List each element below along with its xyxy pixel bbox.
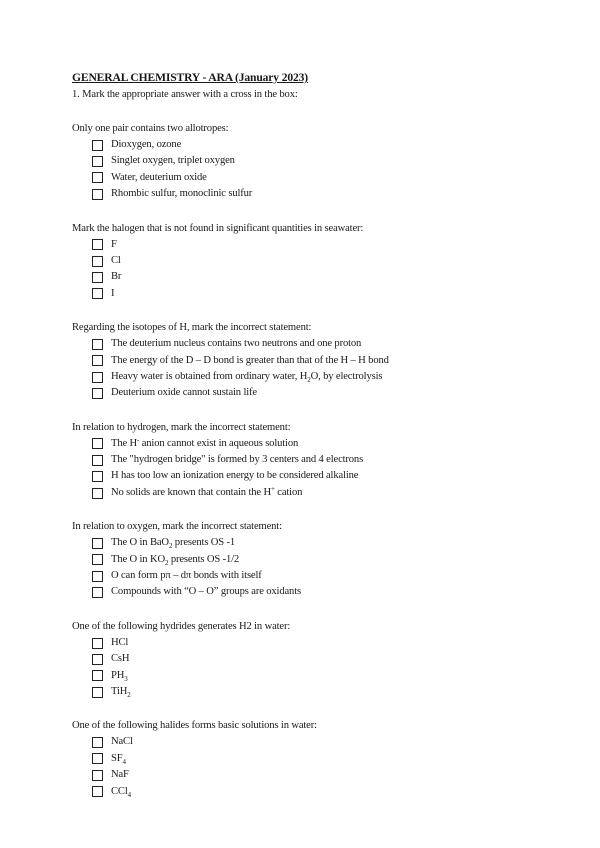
answer-option-label: Compounds with “O – O” groups are oxidants bbox=[111, 586, 301, 598]
option-text-part: anion cannot exist in aqueous solution bbox=[139, 437, 299, 449]
checkbox[interactable] bbox=[92, 587, 103, 598]
checkbox[interactable] bbox=[92, 488, 103, 499]
answer-option-label bbox=[111, 684, 131, 700]
answer-option-label: The deuterium nucleus contains two neutrons and one proton bbox=[111, 338, 362, 350]
subscript: 4 bbox=[127, 790, 131, 799]
checkbox[interactable] bbox=[92, 372, 103, 383]
option-text-part: The O in KO bbox=[111, 553, 165, 565]
subscript: 2 bbox=[127, 690, 131, 699]
checkbox[interactable] bbox=[92, 786, 103, 797]
answer-option[interactable] bbox=[72, 353, 552, 369]
checkbox[interactable] bbox=[92, 670, 103, 681]
answer-option-label bbox=[111, 369, 382, 385]
answer-option[interactable] bbox=[72, 751, 552, 767]
checkbox[interactable] bbox=[92, 339, 103, 350]
checkbox[interactable] bbox=[92, 737, 103, 748]
answer-option[interactable] bbox=[72, 336, 552, 352]
answer-option[interactable] bbox=[72, 269, 552, 285]
checkbox[interactable] bbox=[92, 256, 103, 267]
question-text: Regarding the isotopes of H, mark the incorrect statement: bbox=[72, 322, 312, 334]
answer-option-label: Singlet oxygen, triplet oxygen bbox=[111, 155, 235, 167]
option-text-part: SF bbox=[111, 752, 123, 764]
document-page bbox=[72, 70, 552, 800]
answer-option-label: Water, deuterium oxide bbox=[111, 171, 207, 183]
answer-option-label: I bbox=[111, 287, 115, 299]
option-text-part: O, by electrolysis bbox=[310, 370, 383, 382]
option-text-part: PH bbox=[111, 669, 125, 681]
answer-option-label: The energy of the D – D bond is greater than that of the H – H bond bbox=[111, 354, 389, 366]
question-block bbox=[72, 319, 552, 402]
checkbox[interactable] bbox=[92, 239, 103, 250]
checkbox[interactable] bbox=[92, 538, 103, 549]
answer-option[interactable] bbox=[72, 385, 552, 401]
checkbox[interactable] bbox=[92, 388, 103, 399]
question-text: In relation to hydrogen, mark the incorrect statement: bbox=[72, 421, 291, 433]
answer-option-label: Cl bbox=[111, 254, 121, 266]
instruction-text: 1. Mark the appropriate answer with a cross in the box: bbox=[72, 89, 298, 100]
answer-option-label: The "hydrogen bridge" is formed by 3 centers and 4 electrons bbox=[111, 454, 364, 466]
subscript: 2 bbox=[307, 375, 311, 384]
option-text-part: The O in BaO bbox=[111, 537, 169, 549]
subscript: 3 bbox=[124, 674, 128, 683]
checkbox[interactable] bbox=[92, 455, 103, 466]
answer-option-label: Rhombic sulfur, monoclinic sulfur bbox=[111, 188, 253, 200]
document-title: GENERAL CHEMISTRY - ARA (January 2023) bbox=[72, 71, 308, 84]
option-text-part: Heavy water is obtained from ordinary water, H bbox=[111, 370, 308, 382]
answer-option[interactable] bbox=[72, 186, 552, 202]
option-text-part: CCl bbox=[111, 785, 128, 797]
question-text: In relation to oxygen, mark the incorrect statement: bbox=[72, 521, 282, 533]
answer-option[interactable] bbox=[72, 651, 552, 667]
answer-option[interactable] bbox=[72, 784, 552, 800]
answer-option-label: Deuterium oxide cannot sustain life bbox=[111, 387, 257, 399]
subscript: 2 bbox=[164, 558, 169, 567]
answer-option[interactable] bbox=[72, 635, 552, 651]
answer-option[interactable] bbox=[72, 584, 552, 600]
answer-option[interactable] bbox=[72, 369, 552, 385]
checkbox[interactable] bbox=[92, 471, 103, 482]
checkbox[interactable] bbox=[92, 355, 103, 366]
checkbox[interactable] bbox=[92, 288, 103, 299]
checkbox[interactable] bbox=[92, 687, 103, 698]
answer-option-label: HCl bbox=[111, 636, 129, 648]
checkbox[interactable] bbox=[92, 753, 103, 764]
answer-option-label: NaF bbox=[111, 769, 129, 781]
answer-option-label: F bbox=[111, 238, 117, 250]
answer-option[interactable] bbox=[72, 552, 552, 568]
superscript: - bbox=[137, 435, 140, 444]
question-list bbox=[72, 120, 552, 800]
answer-option-label bbox=[111, 436, 298, 452]
option-text-part: No solids are known that contain the H bbox=[111, 486, 271, 498]
checkbox[interactable] bbox=[92, 172, 103, 183]
answer-option[interactable] bbox=[72, 452, 552, 468]
answer-option-label: O can form pπ – dπ bonds with itself bbox=[111, 570, 262, 582]
answer-option[interactable] bbox=[72, 286, 552, 302]
question-block bbox=[72, 518, 552, 601]
answer-option-label: Dioxygen, ozone bbox=[111, 139, 182, 150]
answer-option-label: CsH bbox=[111, 653, 130, 665]
option-text-part: presents OS -1 bbox=[172, 537, 236, 549]
checkbox[interactable] bbox=[92, 654, 103, 665]
question-block bbox=[72, 120, 552, 203]
answer-option[interactable] bbox=[72, 767, 552, 783]
answer-option[interactable] bbox=[72, 568, 552, 584]
subscript: 2 bbox=[168, 542, 173, 551]
question-block bbox=[72, 717, 552, 800]
answer-option[interactable] bbox=[72, 668, 552, 684]
checkbox[interactable] bbox=[92, 638, 103, 649]
answer-option[interactable] bbox=[72, 237, 552, 253]
answer-option[interactable] bbox=[72, 535, 552, 551]
option-text-part: cation bbox=[274, 486, 303, 498]
answer-option[interactable] bbox=[72, 468, 552, 484]
superscript: + bbox=[270, 484, 275, 493]
answer-option[interactable] bbox=[72, 253, 552, 269]
answer-option[interactable] bbox=[72, 170, 552, 186]
answer-option[interactable] bbox=[72, 734, 552, 750]
answer-option[interactable] bbox=[72, 436, 552, 452]
answer-option-label bbox=[111, 784, 131, 800]
checkbox[interactable] bbox=[92, 189, 103, 200]
answer-option[interactable] bbox=[72, 684, 552, 700]
option-text-part: The H bbox=[111, 437, 138, 449]
answer-option[interactable] bbox=[72, 153, 552, 169]
answer-option-label bbox=[111, 535, 235, 551]
checkbox[interactable] bbox=[92, 571, 103, 582]
answer-option[interactable] bbox=[72, 485, 552, 501]
question-text: One of the following hydrides generates H2 in water: bbox=[72, 620, 291, 632]
answer-option-label bbox=[111, 552, 239, 568]
question-text: One of the following halides forms basic solutions in water: bbox=[72, 720, 317, 732]
checkbox[interactable] bbox=[92, 554, 103, 565]
question-text: Only one pair contains two allotropes: bbox=[72, 123, 229, 134]
answer-option-label: Br bbox=[111, 271, 122, 283]
answer-option-label: NaCl bbox=[111, 736, 133, 748]
question-text: Mark the halogen that is not found in significant quantities in seawater: bbox=[72, 222, 364, 234]
question-block bbox=[72, 618, 552, 701]
checkbox[interactable] bbox=[92, 272, 103, 283]
answer-option[interactable] bbox=[72, 137, 552, 153]
checkbox[interactable] bbox=[92, 438, 103, 449]
checkbox[interactable] bbox=[92, 140, 103, 151]
answer-option-label bbox=[111, 751, 126, 767]
question-block bbox=[72, 419, 552, 502]
question-block bbox=[72, 220, 552, 303]
checkbox[interactable] bbox=[92, 770, 103, 781]
answer-option-label bbox=[111, 668, 128, 684]
checkbox[interactable] bbox=[92, 156, 103, 167]
answer-option-label bbox=[111, 485, 302, 501]
answer-option-label: H has too low an ionization energy to be considered alkaline bbox=[111, 470, 359, 482]
option-text-part: TiH bbox=[111, 685, 128, 697]
subscript: 4 bbox=[122, 757, 126, 766]
option-text-part: presents OS -1/2 bbox=[168, 553, 240, 565]
